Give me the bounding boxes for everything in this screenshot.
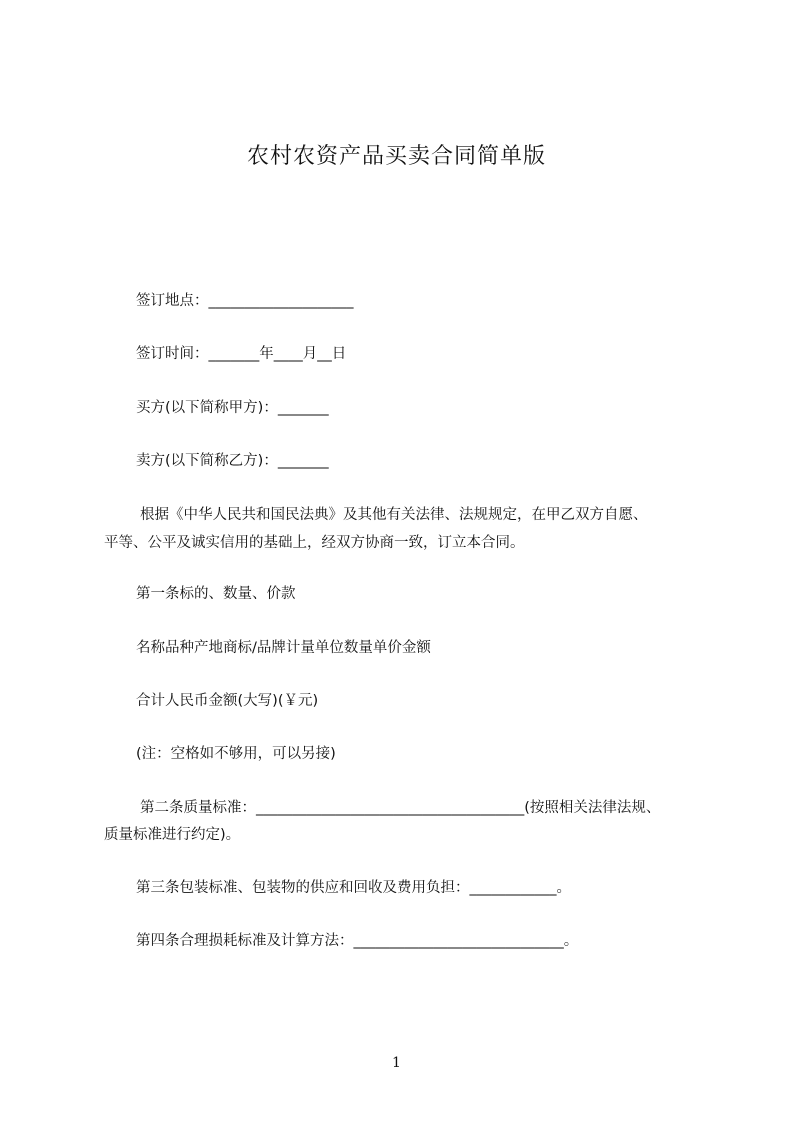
article-1-table-header: 名称品种产地商标/品牌计量单位数量单价金额 — [136, 640, 431, 656]
seller-line: 卖方(以下简称乙方)：_______ — [136, 453, 329, 469]
article-2-line-1: 第二条质量标准：_____________________________________(按照相关法律法规、 — [140, 800, 661, 816]
article-1-heading: 第一条标的、数量、价款 — [136, 586, 296, 602]
buyer-line: 买方(以下简称甲方)：_______ — [136, 400, 329, 416]
basis-paragraph-line-1: 根据《中华人民共和国民法典》及其他有关法律、法规规定，在甲乙双方自愿、 — [140, 507, 648, 523]
page-number: 1 — [392, 1055, 401, 1071]
sign-time-line: 签订时间：_______年____月__日 — [136, 346, 347, 362]
article-2-line-2: 质量标准进行约定)。 — [104, 827, 241, 843]
article-1-total: 合计人民币金额(大写)(￥元) — [136, 693, 319, 709]
article-3-line: 第三条包装标准、包装物的供应和回收及费用负担：____________。 — [136, 880, 571, 896]
document-title: 农村农资产品买卖合同简单版 — [246, 144, 546, 169]
sign-place-line: 签订地点：____________________ — [136, 293, 354, 309]
article-4-line: 第四条合理损耗标准及计算方法：_____________________________。 — [136, 933, 579, 949]
article-1-note: (注：空格如不够用，可以另接) — [136, 746, 336, 762]
basis-paragraph-line-2: 平等、公平及诚实信用的基础上，经双方协商一致，订立本合同。 — [104, 535, 525, 551]
